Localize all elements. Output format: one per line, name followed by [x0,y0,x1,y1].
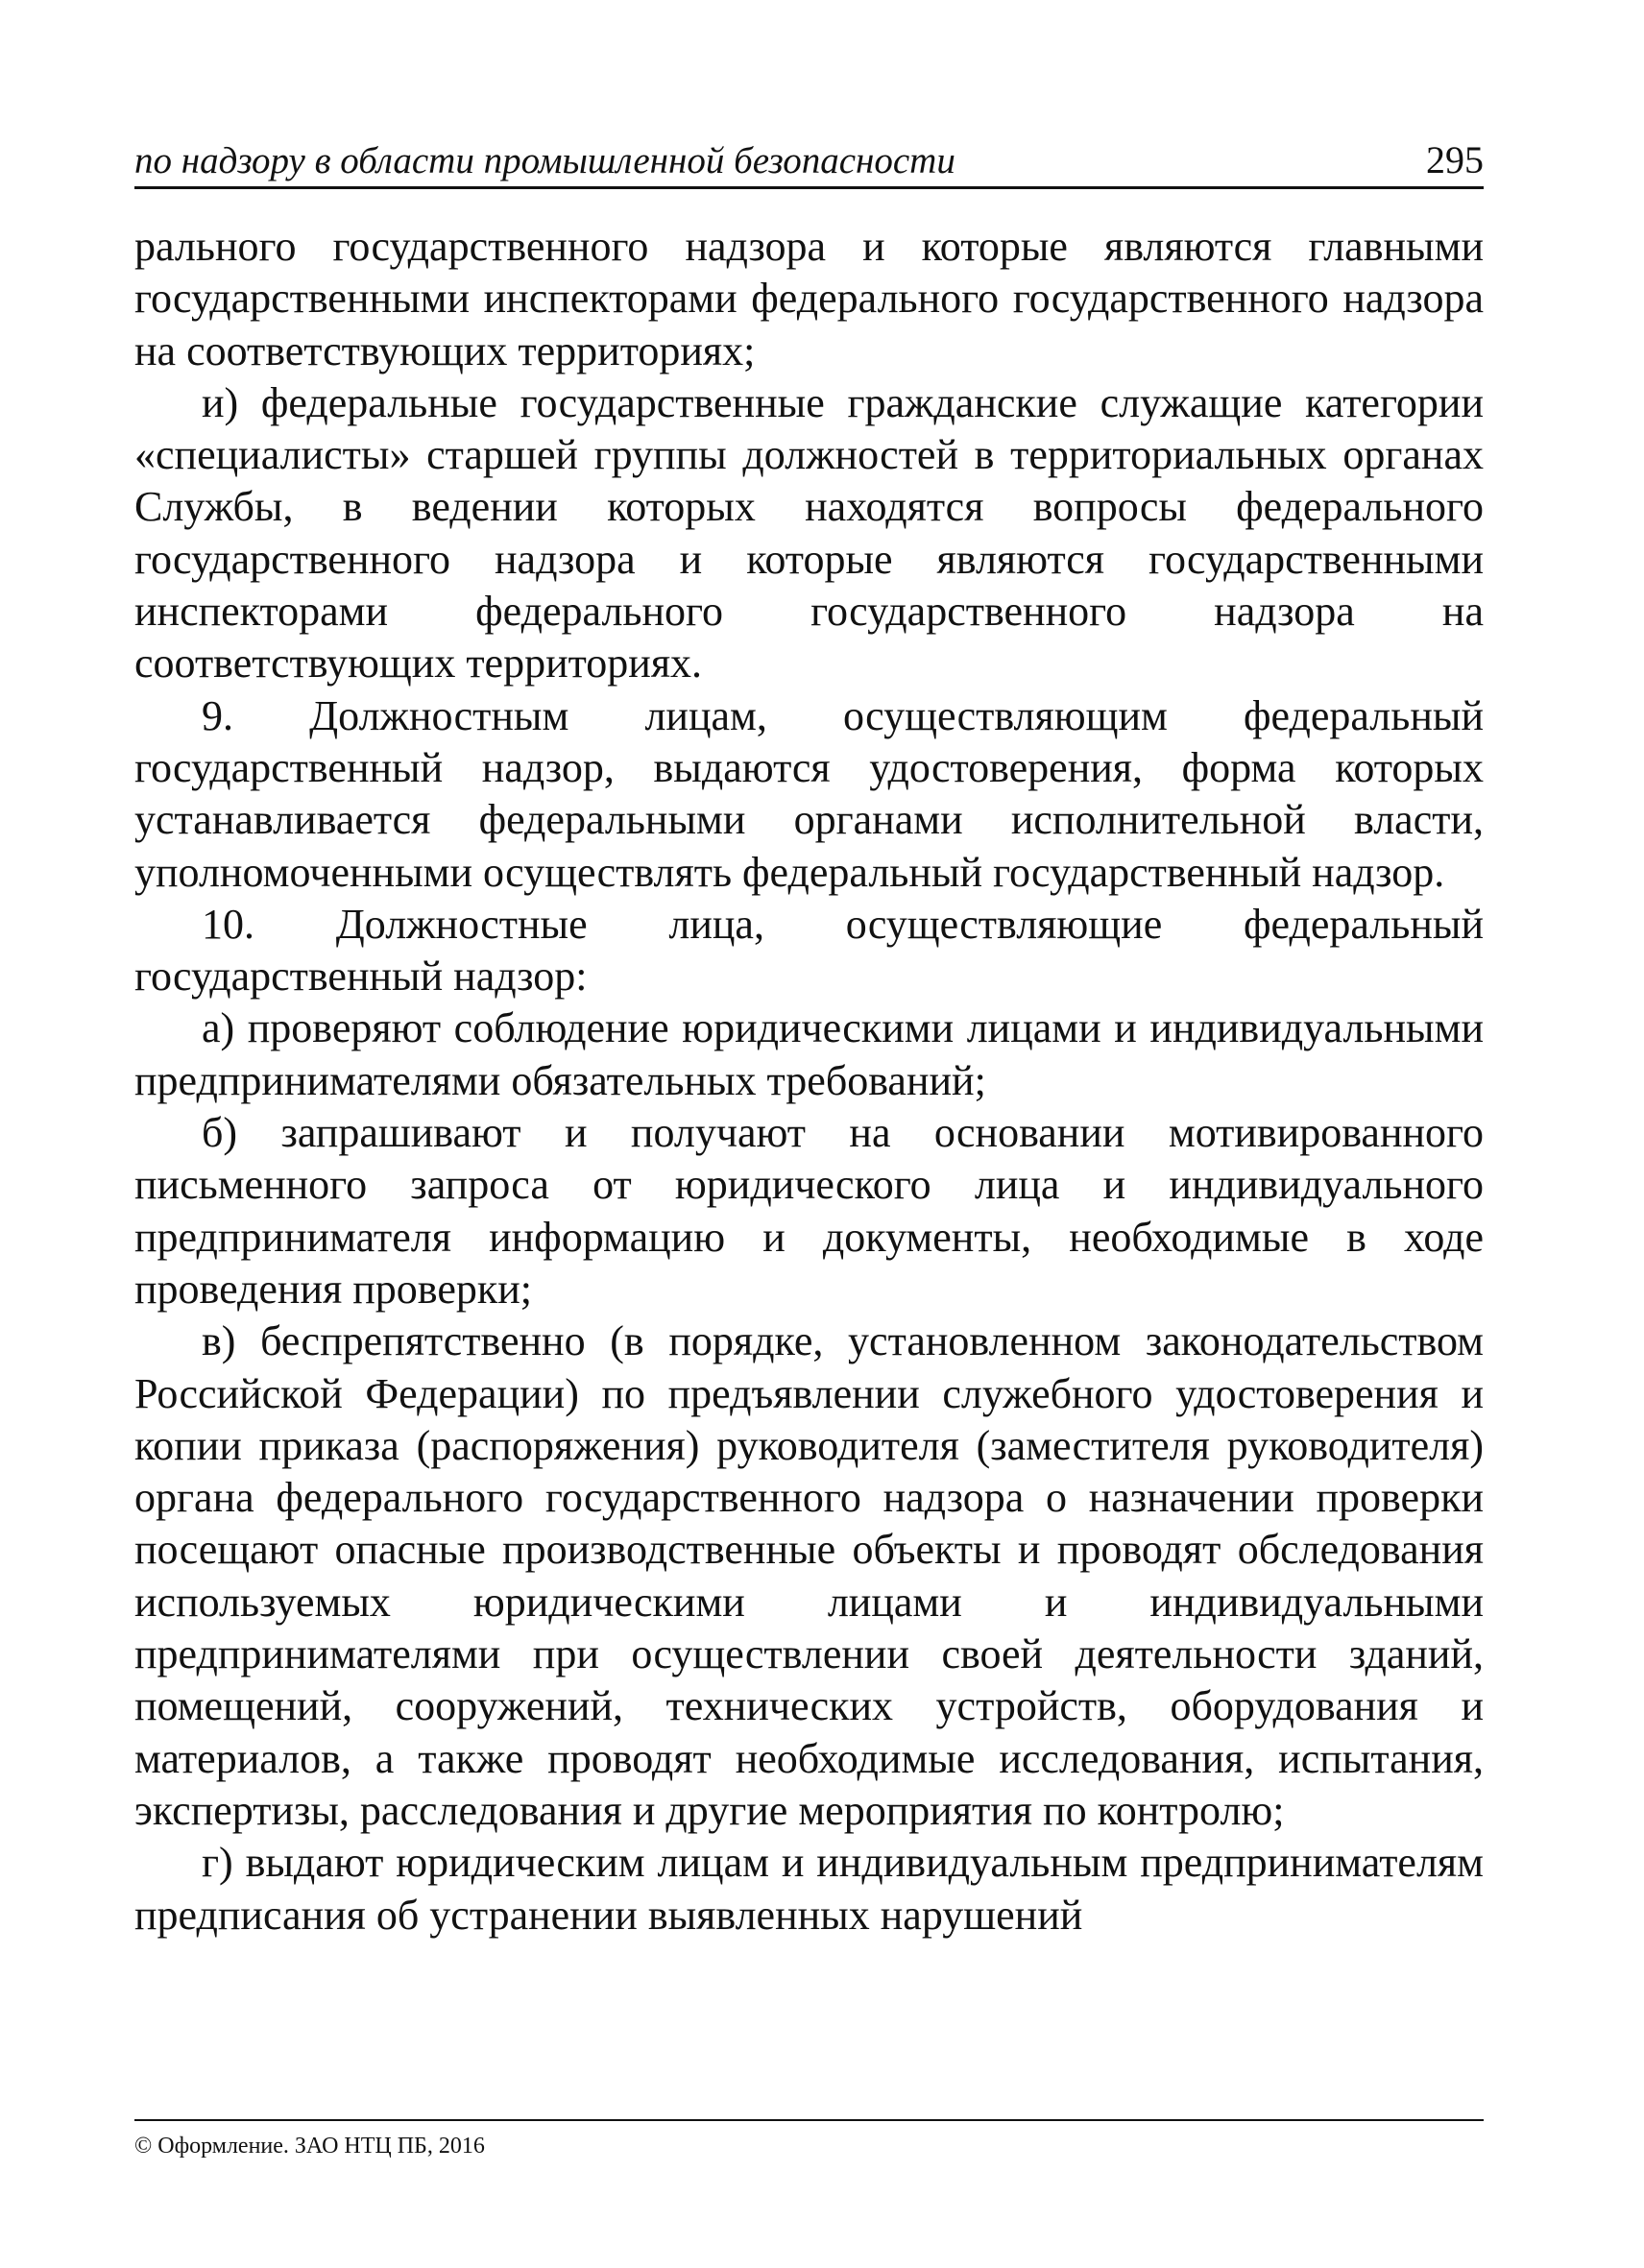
paragraph-10: 10. Должностные лица, осуществляющие федеральный государственный надзор: [134,900,1484,1001]
paragraph-9: 9. Должностным лицам, осуществляющим федеральный государственный надзор, выдаются удостоверения, форма которых устанавливается федеральными органами исполнительной власти, уполномоченными осуществлять федеральный государственный надзор. [134,691,1484,896]
paragraph-item-b: б) запрашивают и получают на основании мотивированного письменного запроса от юридического лица и индивидуального предпринимателя информацию и документы, необходимые в ходе проведения проверки; [134,1109,1484,1313]
header-title: по надзору в области промышленной безопасности [134,140,955,181]
running-header [134,138,1484,189]
paragraph-item-i: и) федеральные государственные гражданские служащие категории «специалисты» старшей группы должностей в территориальных органах Службы, в ведении которых находятся вопросы федерального государственного надзора и которые являются государственными инспекторами федерального государственного надзора на соответствующих территориях. [134,378,1484,688]
page-number: 295 [1426,138,1484,181]
footer-divider [134,2119,1484,2121]
paragraph-item-v: в) беспрепятственно (в порядке, установленном законодательством Российской Федерации) по предъявлении служебного удостоверения и копии приказа (распоряжения) руководителя (заместителя руководителя) органа федерального государственного надзора о назначении проверки посещают опасные производственные объекты и проводят обследования используемых юридическими лицами и индивидуальными предпринимателями при осуществлении своей деятельности зданий, помещений, сооружений, технических устройств, оборудования и материалов, а также проводят необходимые исследования, испытания, экспертизы, расследования и другие мероприятия по контролю; [134,1317,1484,1834]
paragraph-item-a: а) проверяют соблюдение юридическими лицами и индивидуальными предпринимателями обязательных требований; [134,1004,1484,1104]
copyright-footer: © Оформление. ЗАО НТЦ ПБ, 2016 [134,2134,485,2159]
paragraph-continuation: рального государственного надзора и которые являются главными государственными инспекторами федерального государственного надзора на соответствующих территориях; [134,223,1484,374]
paragraph-item-g: г) выдают юридическим лицам и индивидуальным предпринимателям предписания об устранении выявленных нарушений [134,1839,1484,1939]
page-body [134,221,1484,1942]
